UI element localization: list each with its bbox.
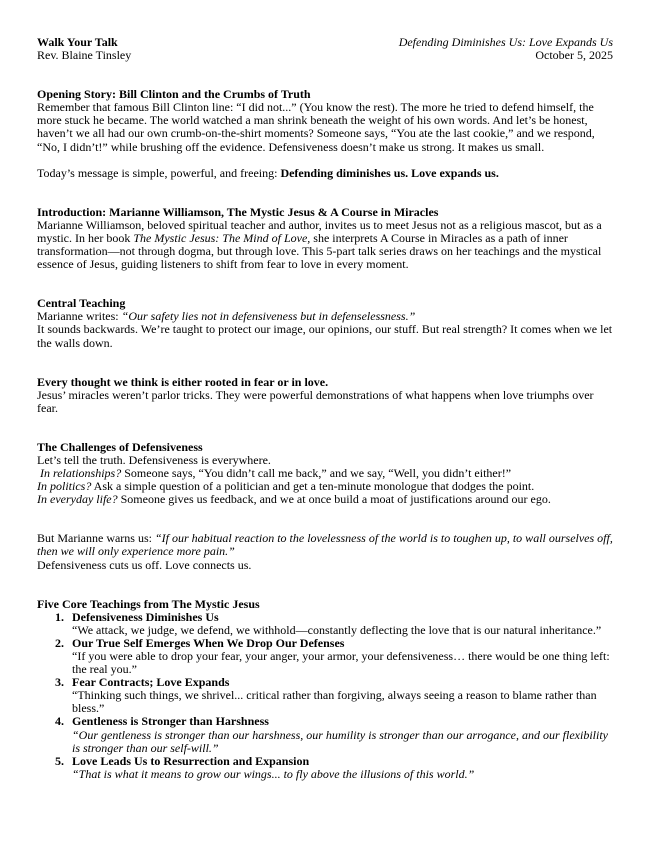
opening-story-heading: Opening Story: Bill Clinton and the Crumbs of Truth xyxy=(37,87,311,102)
header-left xyxy=(37,36,131,62)
author-name: Rev. Blaine Tinsley xyxy=(37,48,132,63)
marianne-quote: “Our safety lies not in defensiveness but in defenselessness.” xyxy=(121,309,416,324)
section-central-teaching xyxy=(37,297,613,349)
fear-or-love-heading: Every thought we think is either rooted in fear or in love. xyxy=(37,374,329,389)
teaching-item-2-quote: “If you were able to drop your fear, your anger, your armor, your defensiveness… there would be one thing left: the real you.” xyxy=(72,649,610,677)
teaching-item-3-body xyxy=(72,676,613,715)
teaching-item-5-number: 5. xyxy=(55,753,64,768)
teaching-item-3 xyxy=(37,676,613,715)
introduction-heading: Introduction: Marianne Williamson, The Mystic Jesus & A Course in Miracles xyxy=(37,204,439,219)
challenge-everyday-life xyxy=(37,493,613,506)
teaching-item-1-quote: “We attack, we judge, we defend, we withhold—constantly deflecting the love that is our natural inheritance.” xyxy=(72,622,602,637)
section-fear-or-love xyxy=(37,376,613,415)
introduction-text-2: she interprets A Course in Miracles as a path of inner transformation—not through dogma, but through love. This 5-part talk series draws on her teachings and the mystical essence of Jesus, guiding listeners to shift from fear to love in every moment. xyxy=(37,230,602,272)
central-teaching-heading: Central Teaching xyxy=(37,296,126,311)
header-right xyxy=(399,36,613,62)
teaching-item-1-title: Defensiveness Diminishes Us xyxy=(72,609,219,624)
introduction-paragraph xyxy=(37,219,613,271)
teaching-item-1-number: 1. xyxy=(55,609,64,624)
teaching-item-2 xyxy=(37,637,613,676)
five-teachings-heading: Five Core Teachings from The Mystic Jesus xyxy=(37,596,260,611)
book-title: The Mystic Jesus: The Mind of Love, xyxy=(133,230,311,245)
teaching-item-4 xyxy=(37,715,613,754)
section-challenges xyxy=(37,441,613,572)
teaching-item-5 xyxy=(37,755,613,781)
talk-title: Defending Diminishes Us: Love Expands Us xyxy=(398,35,613,49)
series-title: Walk Your Talk xyxy=(37,35,118,49)
todays-message xyxy=(37,167,613,180)
teaching-item-4-title: Gentleness is Stronger than Harshness xyxy=(72,714,269,729)
marianne-warning-intro: But Marianne warns us: xyxy=(37,531,155,546)
challenge-relationships-text: Someone says, “You didn’t call me back,” and we say, “Well, you didn’t either!” xyxy=(121,466,512,481)
marianne-warning-quote: “If our habitual reaction to the lovelessness of the world is to toughen up, to wall ourselves off, then we will only experience more pain.” xyxy=(37,531,613,559)
challenge-everyday-life-text: Someone gives us feedback, and we at once build a moat of justifications around our ego. xyxy=(117,492,551,507)
opening-story-paragraph: Remember that famous Bill Clinton line: “I did not...” (You know the rest). The more he tried to defend himself, the more stuck he became. The world watched a man shrink beneath the weight of his own words. And let’s be honest, haven’t we all had our own crumb-on-the-shirt moments? Someone says, “You ate the last cookie,” and we respond, “No, I didn’t!” while brushing off the evidence. Defensiveness doesn’t make us strong. It makes us small. xyxy=(37,100,595,154)
teaching-item-3-title: Fear Contracts; Love Expands xyxy=(72,675,230,690)
teaching-item-5-quote: “That is what it means to grow our wings... to fly above the illusions of this world.” xyxy=(72,766,475,781)
challenge-relationships-lead: In relationships? xyxy=(37,466,122,481)
teaching-item-5-body xyxy=(72,755,613,781)
five-teachings-list xyxy=(37,611,613,781)
document-header xyxy=(37,36,613,62)
introduction-text-1: Marianne Williamson, beloved spiritual teacher and author, invites us to meet Jesus not as a religious mascot, but as a mystic. In her book xyxy=(37,217,602,245)
challenge-politics-lead: In politics? xyxy=(37,479,92,494)
teaching-item-3-quote: “Thinking such things, we shrivel... critical rather than forgiving, always seeing a reason to blame rather than bless.” xyxy=(72,688,597,716)
teaching-item-4-body xyxy=(72,715,613,754)
challenges-conclusion: Defensiveness cuts us off. Love connects us. xyxy=(37,557,252,572)
central-teaching-paragraph: It sounds backwards. We’re taught to protect our image, our opinions, our stuff. But real strength? It comes when we let the walls down. xyxy=(37,322,613,350)
teaching-item-2-title: Our True Self Emerges When We Drop Our Defenses xyxy=(72,635,345,650)
todays-message-intro: Today’s message is simple, powerful, and freeing: xyxy=(37,165,281,180)
teaching-item-2-body xyxy=(72,637,613,676)
teaching-item-4-number: 4. xyxy=(55,714,64,729)
teaching-item-5-title: Love Leads Us to Resurrection and Expansion xyxy=(72,753,310,768)
central-teaching-intro: Marianne writes: xyxy=(37,309,122,324)
teaching-item-2-number: 2. xyxy=(55,635,64,650)
teaching-item-1-body xyxy=(72,611,613,637)
challenges-intro: Let’s tell the truth. Defensiveness is everywhere. xyxy=(37,452,271,467)
challenge-everyday-life-lead: In everyday life? xyxy=(37,492,118,507)
challenge-politics-text: Ask a simple question of a politician and get a ten-minute monologue that dodges the point. xyxy=(91,479,535,494)
todays-message-emphasis: Defending diminishes us. Love expands us. xyxy=(280,165,499,180)
teaching-item-3-number: 3. xyxy=(55,675,64,690)
teaching-item-1 xyxy=(37,611,613,637)
section-five-teachings xyxy=(37,598,613,781)
section-opening-story xyxy=(37,88,613,180)
section-introduction xyxy=(37,206,613,271)
challenges-heading: The Challenges of Defensiveness xyxy=(37,439,203,454)
marianne-warning xyxy=(37,532,613,558)
fear-or-love-paragraph: Jesus’ miracles weren’t parlor tricks. They were powerful demonstrations of what happens when love triumphs over fear. xyxy=(37,387,594,415)
talk-date: October 5, 2025 xyxy=(535,48,613,63)
teaching-item-4-quote: “Our gentleness is stronger than our harshness, our humility is stronger than our arrogance, and our flexibility is stronger than our self-will.” xyxy=(72,727,608,755)
